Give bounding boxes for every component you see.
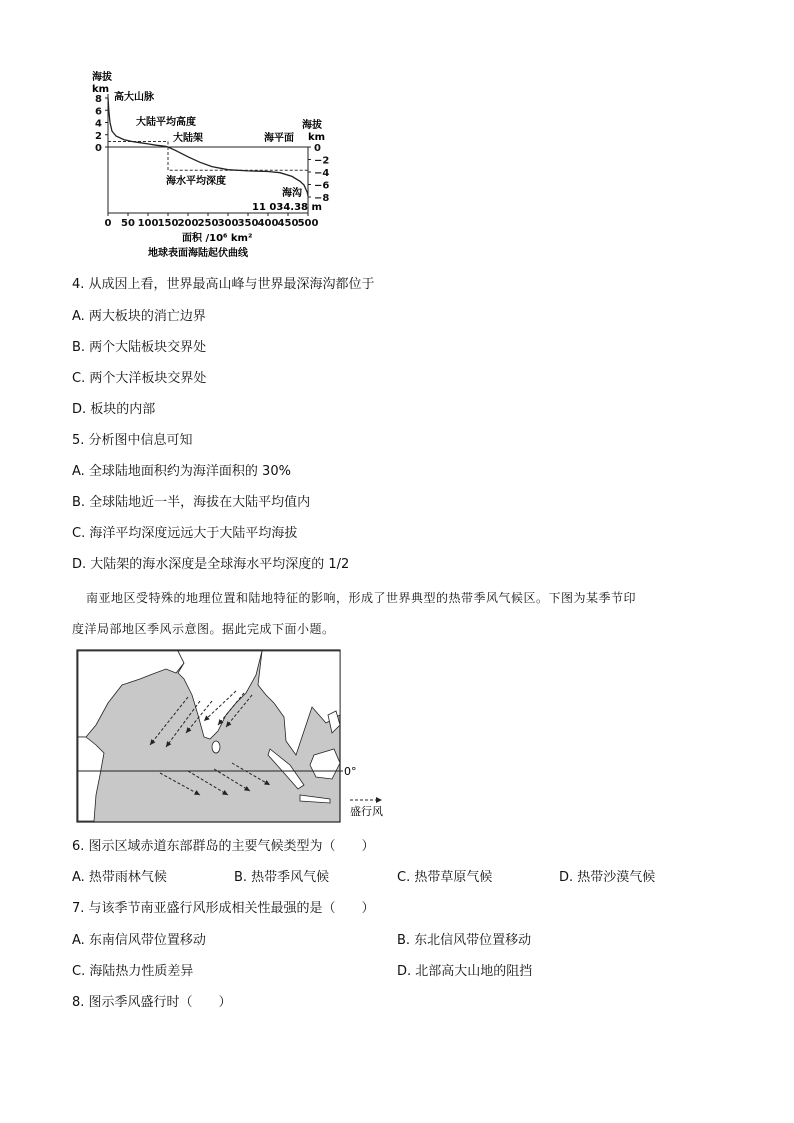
annotation-shelf: 大陆架 (173, 133, 203, 144)
y-left-tick-label: 2 (95, 130, 102, 142)
y-right-tick-label: 0 (314, 143, 321, 154)
right-axis-label: 海拔 (302, 120, 322, 131)
chart-title: 地球表面海陆起伏曲线 (148, 248, 248, 259)
annotation-sea-level: 海平面 (264, 133, 294, 144)
annotation-mountains: 高大山脉 (114, 92, 154, 103)
annotation-trench: 海沟 (282, 188, 302, 199)
y-right-tick-label: −6 (314, 180, 330, 192)
annotation-depth: 11 034.38 m (252, 202, 322, 213)
q7-option-b[interactable]: B. 东北信风带位置移动 (397, 933, 532, 948)
q4-option-c[interactable]: C. 两个大洋板块交界处 (72, 371, 207, 386)
y-right-tick-label: −4 (314, 168, 330, 179)
y-right-tick-label: −8 (314, 193, 330, 204)
q7-option-a[interactable]: A. 东南信风带位置移动 (72, 933, 206, 948)
hypsometric-chart (0, 0, 794, 270)
q4-option-d[interactable]: D. 板块的内部 (72, 402, 156, 417)
ocean-average-line (168, 147, 308, 170)
q5-stem: 5. 分析图中信息可知 (72, 433, 193, 448)
y-right-tick-label: −2 (314, 155, 330, 167)
q4-option-a[interactable]: A. 两大板块的消亡边界 (72, 309, 206, 324)
annotation-ocean-avg: 海水平均深度 (166, 176, 226, 187)
q6-option-c[interactable]: C. 热带草原气候 (397, 870, 493, 885)
right-axis-unit: km (308, 132, 326, 143)
land-sri-lanka (212, 741, 220, 753)
left-axis-label: 海拔 (92, 72, 112, 83)
y-left-tick-label: 0 (95, 143, 102, 154)
y-left-tick-label: 8 (95, 94, 102, 105)
y-left-tick-label: 4 (95, 118, 102, 130)
x-tick-label: 200 (177, 218, 199, 229)
legend-label: 盛行风 (350, 805, 383, 818)
y-left-tick-label: 6 (95, 106, 102, 118)
x-axis-label: 面积 /10⁶ km² (182, 233, 253, 244)
q5-option-c[interactable]: C. 海洋平均深度远远大于大陆平均海拔 (72, 526, 298, 541)
q4-stem: 4. 从成因上看，世界最高山峰与世界最深海沟都位于 (72, 277, 375, 292)
q5-option-d[interactable]: D. 大陆架的海水深度是全球海水平均深度的 1/2 (72, 557, 350, 572)
left-axis-unit: km (92, 84, 110, 95)
x-tick-label: 50 (121, 218, 135, 229)
q4-option-b[interactable]: B. 两个大陆板块交界处 (72, 340, 207, 355)
x-tick-label: 250 (197, 218, 219, 229)
passage-line-1: 南亚地区受特殊的地理位置和陆地特征的影响，形成了世界典型的热带季风气候区。下图为某季节印 (86, 591, 637, 605)
x-tick-label: 400 (257, 218, 279, 229)
q6-option-d[interactable]: D. 热带沙漠气候 (559, 870, 656, 885)
q5-option-b[interactable]: B. 全球陆地近一半，海拔在大陆平均值内 (72, 495, 311, 510)
q7-option-c[interactable]: C. 海陆热力性质差异 (72, 964, 194, 979)
q6-option-b[interactable]: B. 热带季风气候 (234, 870, 330, 885)
equator-label: 0° (344, 765, 357, 778)
q7-stem: 7. 与该季节南亚盛行风形成相关性最强的是（ ） (72, 901, 375, 916)
q5-option-a[interactable]: A. 全球陆地面积约为海洋面积的 30% (72, 464, 291, 479)
passage-line-2: 度洋局部地区季风示意图。据此完成下面小题。 (72, 622, 335, 636)
q8-stem: 8. 图示季风盛行时（ ） (72, 995, 232, 1010)
annotation-continent-avg: 大陆平均高度 (136, 117, 196, 128)
q7-option-d[interactable]: D. 北部高大山地的阻挡 (397, 964, 533, 979)
x-tick-label: 150 (157, 218, 179, 229)
x-tick-label: 500 (297, 218, 319, 229)
x-tick-label: 450 (277, 218, 299, 229)
q6-option-a[interactable]: A. 热带雨林气候 (72, 870, 167, 885)
chart-axes (108, 94, 308, 213)
chart-reference-lines (108, 141, 308, 170)
x-tick-label: 350 (237, 218, 259, 229)
monsoon-map (0, 645, 794, 825)
legend-arrow-head (376, 797, 382, 803)
x-tick-label: 100 (137, 218, 159, 229)
x-tick-label: 0 (104, 218, 112, 229)
x-tick-label: 300 (217, 218, 239, 229)
q6-stem: 6. 图示区域赤道东部群岛的主要气候类型为（ ） (72, 839, 375, 854)
